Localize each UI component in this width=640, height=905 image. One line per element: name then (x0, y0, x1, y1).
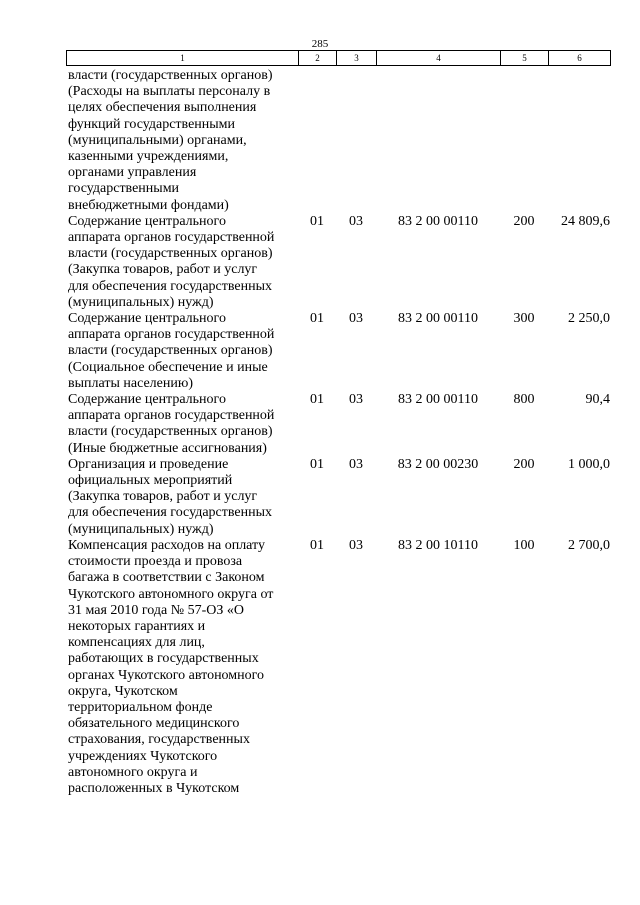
row-subsection: 03 (349, 392, 363, 408)
row-section: 01 (310, 537, 324, 553)
column-header-1: 1 (67, 51, 299, 66)
row-name: Содержание центрального аппарата органов государственной власти (государственных органов) (Социальное обеспечение и иные выплаты населению) (68, 311, 275, 391)
row-target-code: 83 2 00 00230 (397, 456, 479, 472)
column-header-2: 2 (299, 51, 337, 66)
row-target-code: 83 2 00 10110 (398, 537, 478, 553)
row-name: Содержание центрального аппарата органов государственной власти (государственных органов) (Иные бюджетные ассигнования) (68, 392, 275, 456)
table-row (66, 68, 610, 214)
row-subsection: 03 (349, 456, 363, 472)
row-target-code: 83 2 00 00110 (398, 213, 478, 229)
budget-table-body (66, 68, 610, 797)
row-name: Компенсация расходов на оплату стоимости проезда и провоза багажа в соответствии с Законом Чукотского автономного округа от 31 мая 2010 года № 57-ОЗ «О некоторых гарантиях и компенсациях для лиц, работающих в государственных органах Чукотского автономного округа, Чукотском территориальном фонде обязательного медицинского страхования, государственных учреждениях Чукотского автономного округа и расположенных в Чукотском (68, 537, 274, 796)
row-section: 01 (310, 456, 324, 472)
table-row (66, 538, 610, 797)
table-row (66, 311, 610, 392)
column-header-4: 4 (377, 51, 501, 66)
table-row (66, 392, 610, 457)
row-expense-type: 800 (513, 392, 535, 408)
column-header-row (67, 51, 611, 66)
row-target-code: 83 2 00 00110 (398, 311, 478, 327)
column-header-6: 6 (549, 51, 611, 66)
row-expense-type: 100 (513, 537, 535, 553)
table-row (66, 214, 610, 311)
row-expense-type: 200 (513, 213, 535, 229)
row-expense-type: 200 (513, 456, 535, 472)
row-name: Содержание центрального аппарата органов государственной власти (государственных органов) (Закупка товаров, работ и услуг для обеспечения государственных (муниципальных) нужд) (68, 213, 275, 310)
column-header-table (66, 50, 611, 66)
row-subsection: 03 (349, 213, 363, 229)
row-subsection: 03 (349, 311, 363, 327)
row-amount: 2 250,0 (568, 311, 610, 327)
row-section: 01 (310, 311, 324, 327)
page-number: 285 (311, 38, 329, 50)
row-section: 01 (310, 392, 324, 408)
column-header-3: 3 (337, 51, 377, 66)
row-amount: 24 809,6 (561, 213, 610, 229)
row-amount: 2 700,0 (568, 537, 610, 553)
table-row (66, 457, 610, 538)
row-name: Организация и проведение официальных мероприятий (Закупка товаров, работ и услуг для обеспечения государственных (муниципальных) нужд) (68, 456, 272, 537)
row-expense-type: 300 (513, 311, 535, 327)
row-section: 01 (310, 213, 324, 229)
row-target-code: 83 2 00 00110 (398, 392, 478, 408)
row-subsection: 03 (349, 537, 363, 553)
row-name: власти (государственных органов) (Расходы на выплаты персоналу в целях обеспечения выполнения функций государственными (муниципальными) органами, казенными учреждениями, органами управления государственными внебюджетными фондами) (68, 68, 273, 213)
column-header-5: 5 (501, 51, 549, 66)
row-amount: 1 000,0 (568, 456, 610, 472)
row-amount: 90,4 (585, 392, 610, 408)
